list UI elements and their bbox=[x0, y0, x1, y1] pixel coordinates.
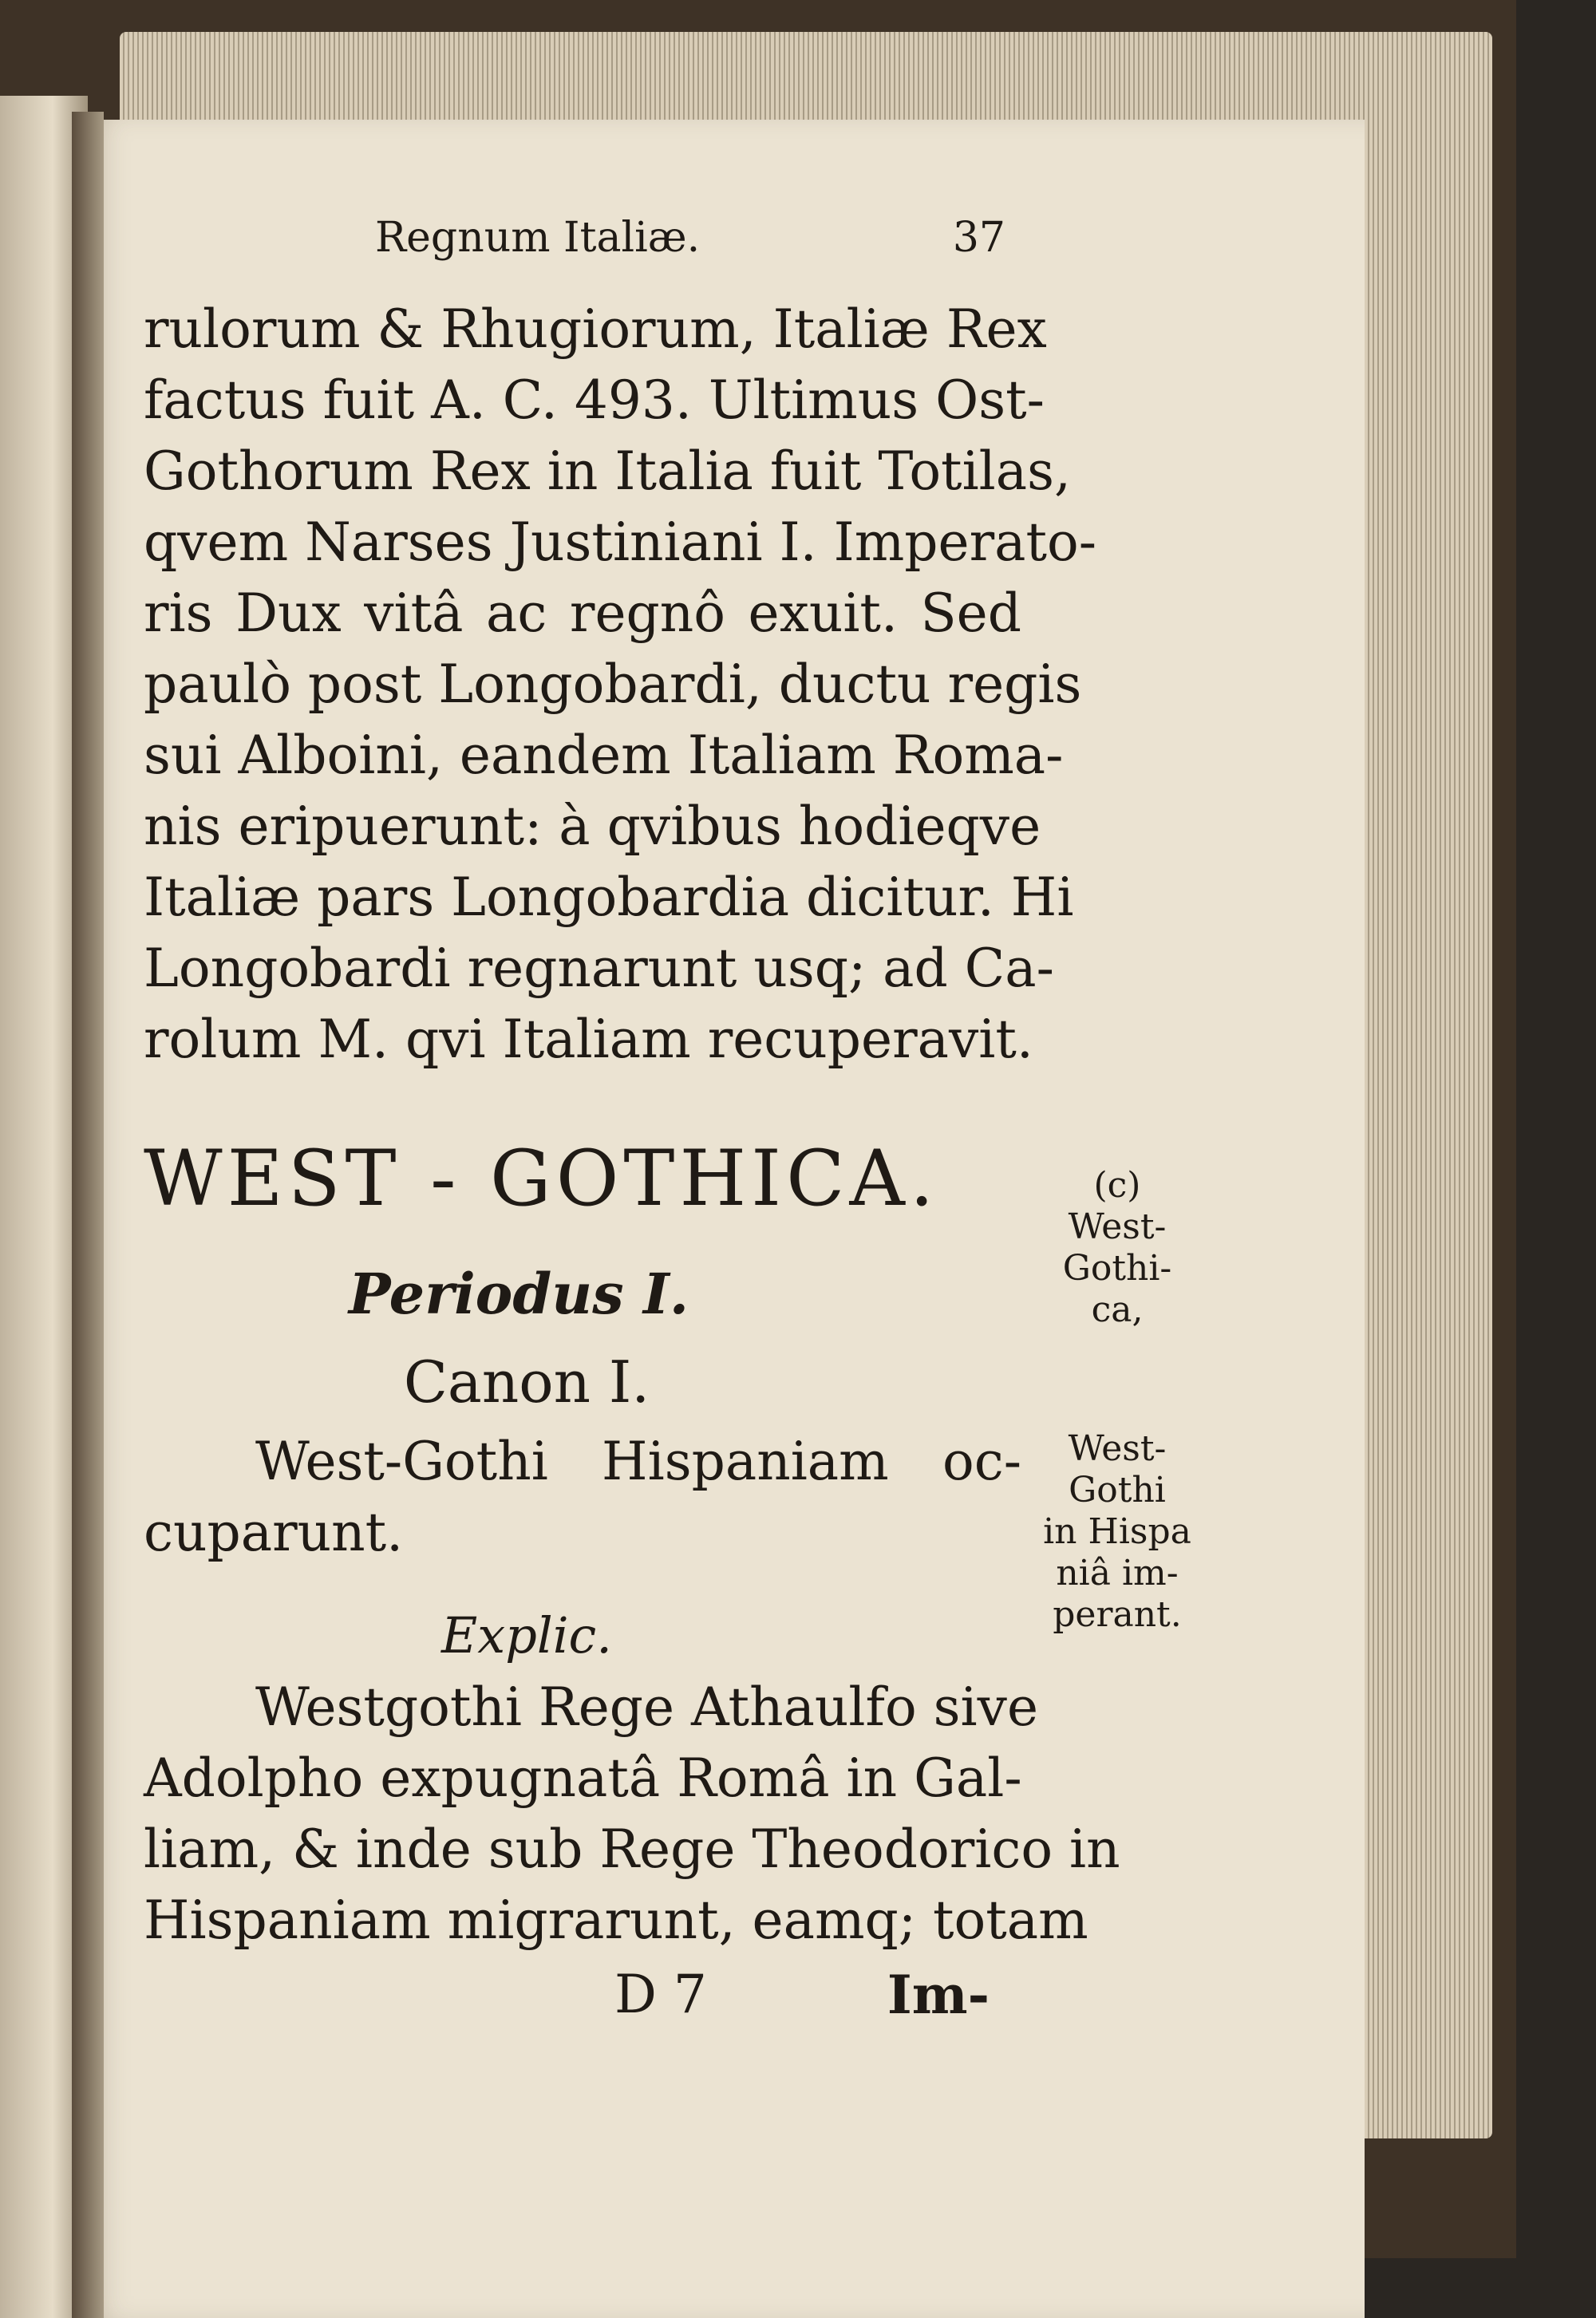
text-line: Longobardi regnarunt usq; ad Ca- bbox=[144, 938, 1054, 999]
explic-heading: Explic. bbox=[440, 1606, 612, 1664]
margin-note-line: West- bbox=[1068, 1428, 1167, 1469]
text-line: paulò post Longobardi, ductu regis bbox=[144, 654, 1082, 715]
explic-text bbox=[144, 1672, 1120, 1956]
text-line: Hispaniam migrarunt, eamq; totam bbox=[144, 1890, 1088, 1951]
text-line: ris Dux vitâ ac regnô exuit. Sed bbox=[144, 582, 1021, 644]
catchline bbox=[144, 1964, 1021, 2036]
text-line: Westgothi Rege Athaulfo sive bbox=[255, 1676, 1039, 1738]
margin-note-line: West- bbox=[1068, 1206, 1167, 1247]
catchword: Im- bbox=[887, 1964, 990, 2026]
page-number: 37 bbox=[952, 214, 1005, 262]
margin-note-line: Gothi- bbox=[1062, 1248, 1172, 1289]
text-line: Adolpho expugnatâ Româ in Gal- bbox=[144, 1747, 1022, 1809]
text-line: liam, & inde sub Rege Theodorico in bbox=[144, 1818, 1120, 1880]
text-line: West-Gothi Hispaniam oc- bbox=[255, 1431, 1021, 1492]
text-line: nis eripuerunt: à qvibus hodieqve bbox=[144, 796, 1041, 857]
canon-text bbox=[144, 1426, 1021, 1568]
signature-mark: D 7 bbox=[614, 1964, 707, 2025]
text-line: qvem Narses Justiniani I. Imperato- bbox=[144, 511, 1097, 573]
text-line: Gothorum Rex in Italia fuit Totilas, bbox=[144, 440, 1071, 502]
margin-note-line: ca, bbox=[1091, 1289, 1144, 1330]
section-heading: WEST - GOTHICA. bbox=[144, 1134, 939, 1223]
margin-note-1 bbox=[1037, 1165, 1197, 1331]
margin-note-line: perant. bbox=[1053, 1594, 1182, 1635]
text-line: rolum M. qvi Italiam recuperavit. bbox=[144, 1009, 1033, 1070]
text-line: cuparunt. bbox=[144, 1502, 404, 1563]
margin-note-2 bbox=[1037, 1428, 1197, 1636]
margin-note-line: (c) bbox=[1093, 1165, 1141, 1206]
running-title: Regnum Italiæ. bbox=[375, 214, 701, 262]
margin-note-line: niâ im- bbox=[1056, 1553, 1179, 1593]
periodus-heading: Periodus I. bbox=[348, 1261, 689, 1327]
margin-note-line: in Hispa bbox=[1043, 1511, 1191, 1552]
text-line: Italiæ pars Longobardia dicitur. Hi bbox=[144, 867, 1074, 928]
margin-note-line: Gothi bbox=[1069, 1470, 1166, 1510]
running-header bbox=[144, 214, 1021, 294]
canon-heading: Canon I. bbox=[403, 1349, 650, 1416]
paragraph-1 bbox=[144, 294, 1097, 1075]
text-line: factus fuit A. C. 493. Ultimus Ost- bbox=[144, 369, 1045, 431]
text-line: rulorum & Rhugiorum, Italiæ Rex bbox=[144, 298, 1047, 360]
book-gutter bbox=[72, 112, 104, 2318]
text-line: sui Alboini, eandem Italiam Roma- bbox=[144, 725, 1064, 786]
